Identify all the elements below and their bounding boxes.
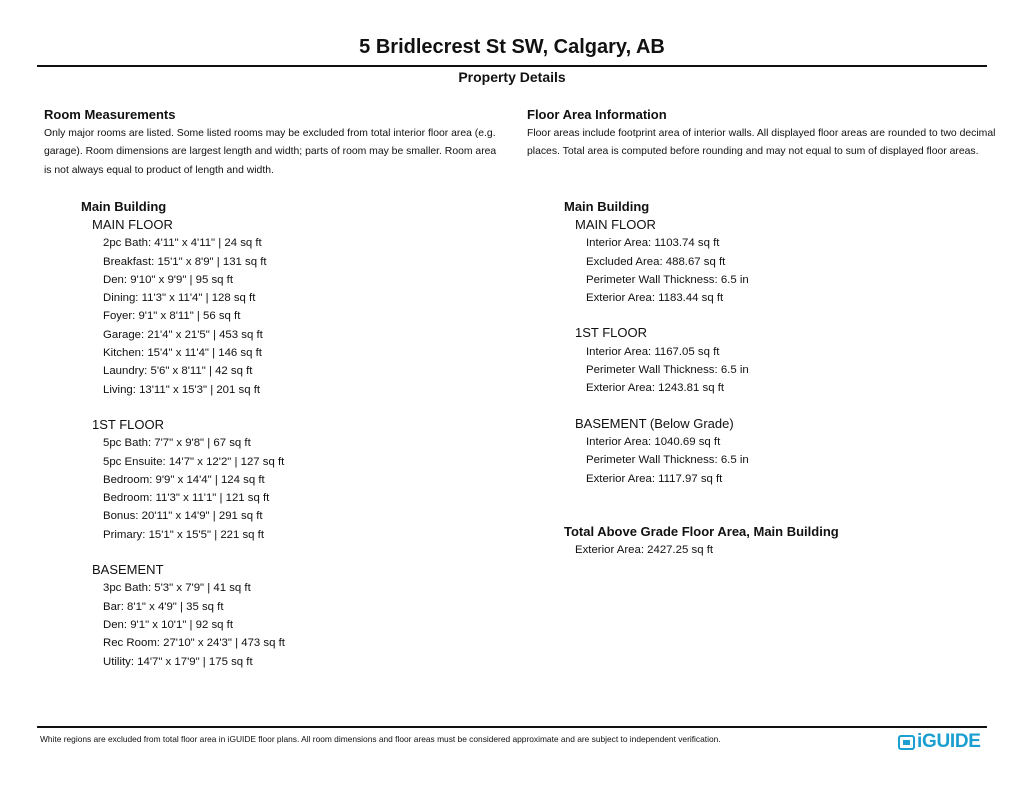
room-item: 2pc Bath: 4'11" x 4'11" | 24 sq ft — [103, 237, 262, 250]
room-item: Bedroom: 11'3" x 11'1" | 121 sq ft — [103, 492, 270, 505]
room-item: Laundry: 5'6" x 8'11" | 42 sq ft — [103, 365, 253, 378]
room-item: Foyer: 9'1" x 8'11" | 56 sq ft — [103, 310, 241, 323]
room-item: Bar: 8'1" x 4'9" | 35 sq ft — [103, 600, 224, 613]
page-title: 5 Bridlecrest St SW, Calgary, AB — [359, 36, 665, 58]
floor-name: 1ST FLOOR — [92, 416, 165, 432]
area-item: Exterior Area: 1243.81 sq ft — [586, 382, 725, 395]
floor-name: 1ST FLOOR — [575, 325, 648, 341]
room-item: 5pc Ensuite: 14'7" x 12'2" | 127 sq ft — [103, 455, 285, 468]
area-item: Interior Area: 1167.05 sq ft — [586, 345, 720, 358]
room-item: Living: 13'11" x 15'3" | 201 sq ft — [103, 383, 261, 396]
room-item: 5pc Bath: 7'7" x 9'8" | 67 sq ft — [103, 437, 251, 450]
page-subtitle: Property Details — [458, 69, 566, 85]
floor-area-section — [527, 106, 997, 162]
area-item: Interior Area: 1040.69 sq ft — [586, 435, 721, 448]
room-measurements-heading: Room Measurements — [44, 107, 176, 122]
floor-name: BASEMENT (Below Grade) — [575, 415, 734, 431]
room-item: Bonus: 20'11" x 14'9" | 291 sq ft — [103, 510, 263, 523]
room-item: Bedroom: 9'9" x 14'4" | 124 sq ft — [103, 473, 265, 486]
iguide-logo-icon — [898, 734, 915, 751]
room-item: Dining: 11'3" x 11'4" | 128 sq ft — [103, 292, 256, 305]
area-item: Excluded Area: 488.67 sq ft — [586, 255, 726, 268]
total-area-value: Exterior Area: 2427.25 sq ft — [575, 543, 714, 556]
room-item: Primary: 15'1" x 15'5" | 221 sq ft — [103, 528, 265, 541]
room-measurements-description: Only major rooms are listed. Some listed rooms may be excluded from total interior floor area (e.g. garage). Room dimensions are largest length and width; parts of room may be smaller. Room area is not always equal to product of length and width. — [44, 128, 497, 176]
area-item: Exterior Area: 1183.44 sq ft — [586, 292, 724, 305]
room-item: Breakfast: 15'1" x 8'9" | 131 sq ft — [103, 255, 267, 268]
footer-divider — [37, 726, 987, 728]
iguide-logo — [898, 731, 981, 753]
footer-disclaimer: White regions are excluded from total floor area in iGUIDE floor plans. All room dimensions and floor areas must be considered approximate and are subject to independent verification. — [40, 734, 721, 744]
floor-area-description: Floor areas include footprint area of interior walls. All displayed floor areas are rounded to two decimal places. Total area is computed before rounding and may not equal to sum of displayed floor areas. — [527, 128, 996, 158]
iguide-logo-text: iGUIDE — [917, 731, 981, 752]
building-name: Main Building — [81, 199, 167, 214]
building-name: Main Building — [564, 199, 650, 214]
room-item: 3pc Bath: 5'3" x 7'9" | 41 sq ft — [103, 582, 251, 595]
room-item: Rec Room: 27'10" x 24'3" | 473 sq ft — [103, 637, 285, 650]
floor-area-tree — [564, 198, 839, 559]
area-item: Perimeter Wall Thickness: 6.5 in — [586, 454, 749, 467]
floor-area-heading: Floor Area Information — [527, 107, 667, 122]
room-item: Kitchen: 15'4" x 11'4" | 146 sq ft — [103, 347, 262, 360]
area-item: Perimeter Wall Thickness: 6.5 in — [586, 273, 749, 286]
floor-name: MAIN FLOOR — [92, 217, 173, 232]
floor-name: MAIN FLOOR — [575, 217, 656, 232]
area-item: Interior Area: 1103.74 sq ft — [586, 237, 720, 250]
room-item: Garage: 21'4" x 21'5" | 453 sq ft — [103, 328, 263, 341]
room-item: Den: 9'1" x 10'1" | 92 sq ft — [103, 618, 234, 631]
area-item: Exterior Area: 1117.97 sq ft — [586, 472, 723, 485]
header-divider — [37, 65, 987, 67]
room-item: Den: 9'10" x 9'9" | 95 sq ft — [103, 273, 234, 286]
total-area-heading: Total Above Grade Floor Area, Main Building — [564, 523, 839, 539]
room-measurements-section — [44, 106, 504, 180]
room-measurements-tree — [81, 198, 285, 671]
floor-name: BASEMENT — [92, 562, 164, 578]
area-item: Perimeter Wall Thickness: 6.5 in — [586, 364, 749, 377]
room-item: Utility: 14'7" x 17'9" | 175 sq ft — [103, 655, 253, 668]
